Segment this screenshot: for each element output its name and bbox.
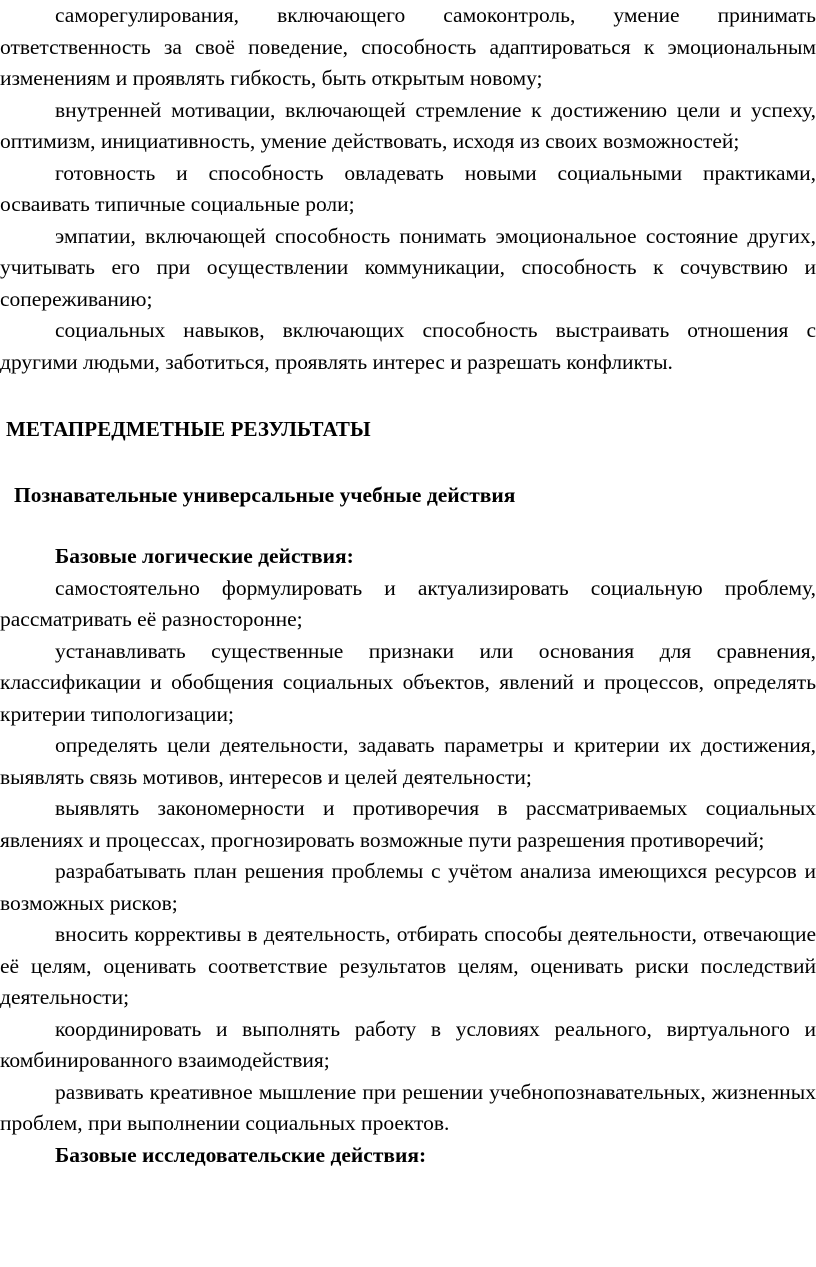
paragraph-internal-motivation: внутренней мотивации, включающей стремление к достижению цели и успеху, оптимизм, инициативность, умение действовать, исходя из своих возможностей; <box>0 97 816 153</box>
paragraph-empathy: эмпатии, включающей способность понимать эмоциональное состояние других, учитывать его при осуществлении коммуникации, способность к сочувствию и сопереживанию; <box>0 223 816 311</box>
paragraph-define-goals: определять цели деятельности, задавать параметры и критерии их достижения, выявлять связь мотивов, интересов и целей деятельности; <box>0 733 816 789</box>
paragraph-coordinate-work: координировать и выполнять работу в условиях реального, виртуального и комбинированного взаимодействия; <box>0 1016 816 1072</box>
paragraph-adjust-activity: вносить коррективы в деятельность, отбирать способы деятельности, отвечающие её целям, оценивать соответствие результатов целям, оценивать риски последствий деятельности; <box>0 922 816 1009</box>
paragraph-social-skills: социальных навыков, включающих способность выстраивать отношения с другими людьми, заботиться, проявлять интерес и разрешать конфликты. <box>0 318 816 374</box>
paragraph-self-regulation: саморегулирования, включающего самоконтроль, умение принимать ответственность за своё поведение, способность адаптироваться к эмоциональным изменениям и проявлять гибкость, быть открытым новому; <box>0 3 816 90</box>
paragraph-formulate-problem: самостоятельно формулировать и актуализировать социальную проблему, рассматривать её разносторонне; <box>0 575 816 631</box>
section-heading-metasubject-results: МЕТАПРЕДМЕТНЫЕ РЕЗУЛЬТАТЫ <box>6 417 371 441</box>
paragraph-identify-patterns: выявлять закономерности и противоречия в рассматриваемых социальных явлениях и процессах, прогнозировать возможные пути разрешения противоречий; <box>0 796 816 852</box>
paragraph-social-practices: готовность и способность овладевать новыми социальными практиками, осваивать типичные социальные роли; <box>0 160 816 216</box>
heading-basic-research-actions: Базовые исследовательские действия: <box>55 1142 427 1167</box>
paragraph-establish-features: устанавливать существенные признаки или основания для сравнения, классификации и обобщения социальных объектов, явлений и процессов, определять критерии типологизации; <box>0 638 816 726</box>
subsection-heading-cognitive-actions: Познавательные универсальные учебные действия <box>14 482 516 507</box>
heading-basic-logical-actions: Базовые логические действия: <box>55 544 354 568</box>
paragraph-develop-plan: разрабатывать план решения проблемы с учётом анализа имеющихся ресурсов и возможных рисков; <box>0 859 816 915</box>
paragraph-creative-thinking: развивать креативное мышление при решении учебнопознавательных, жизненных проблем, при выполнении социальных проектов. <box>0 1079 816 1135</box>
